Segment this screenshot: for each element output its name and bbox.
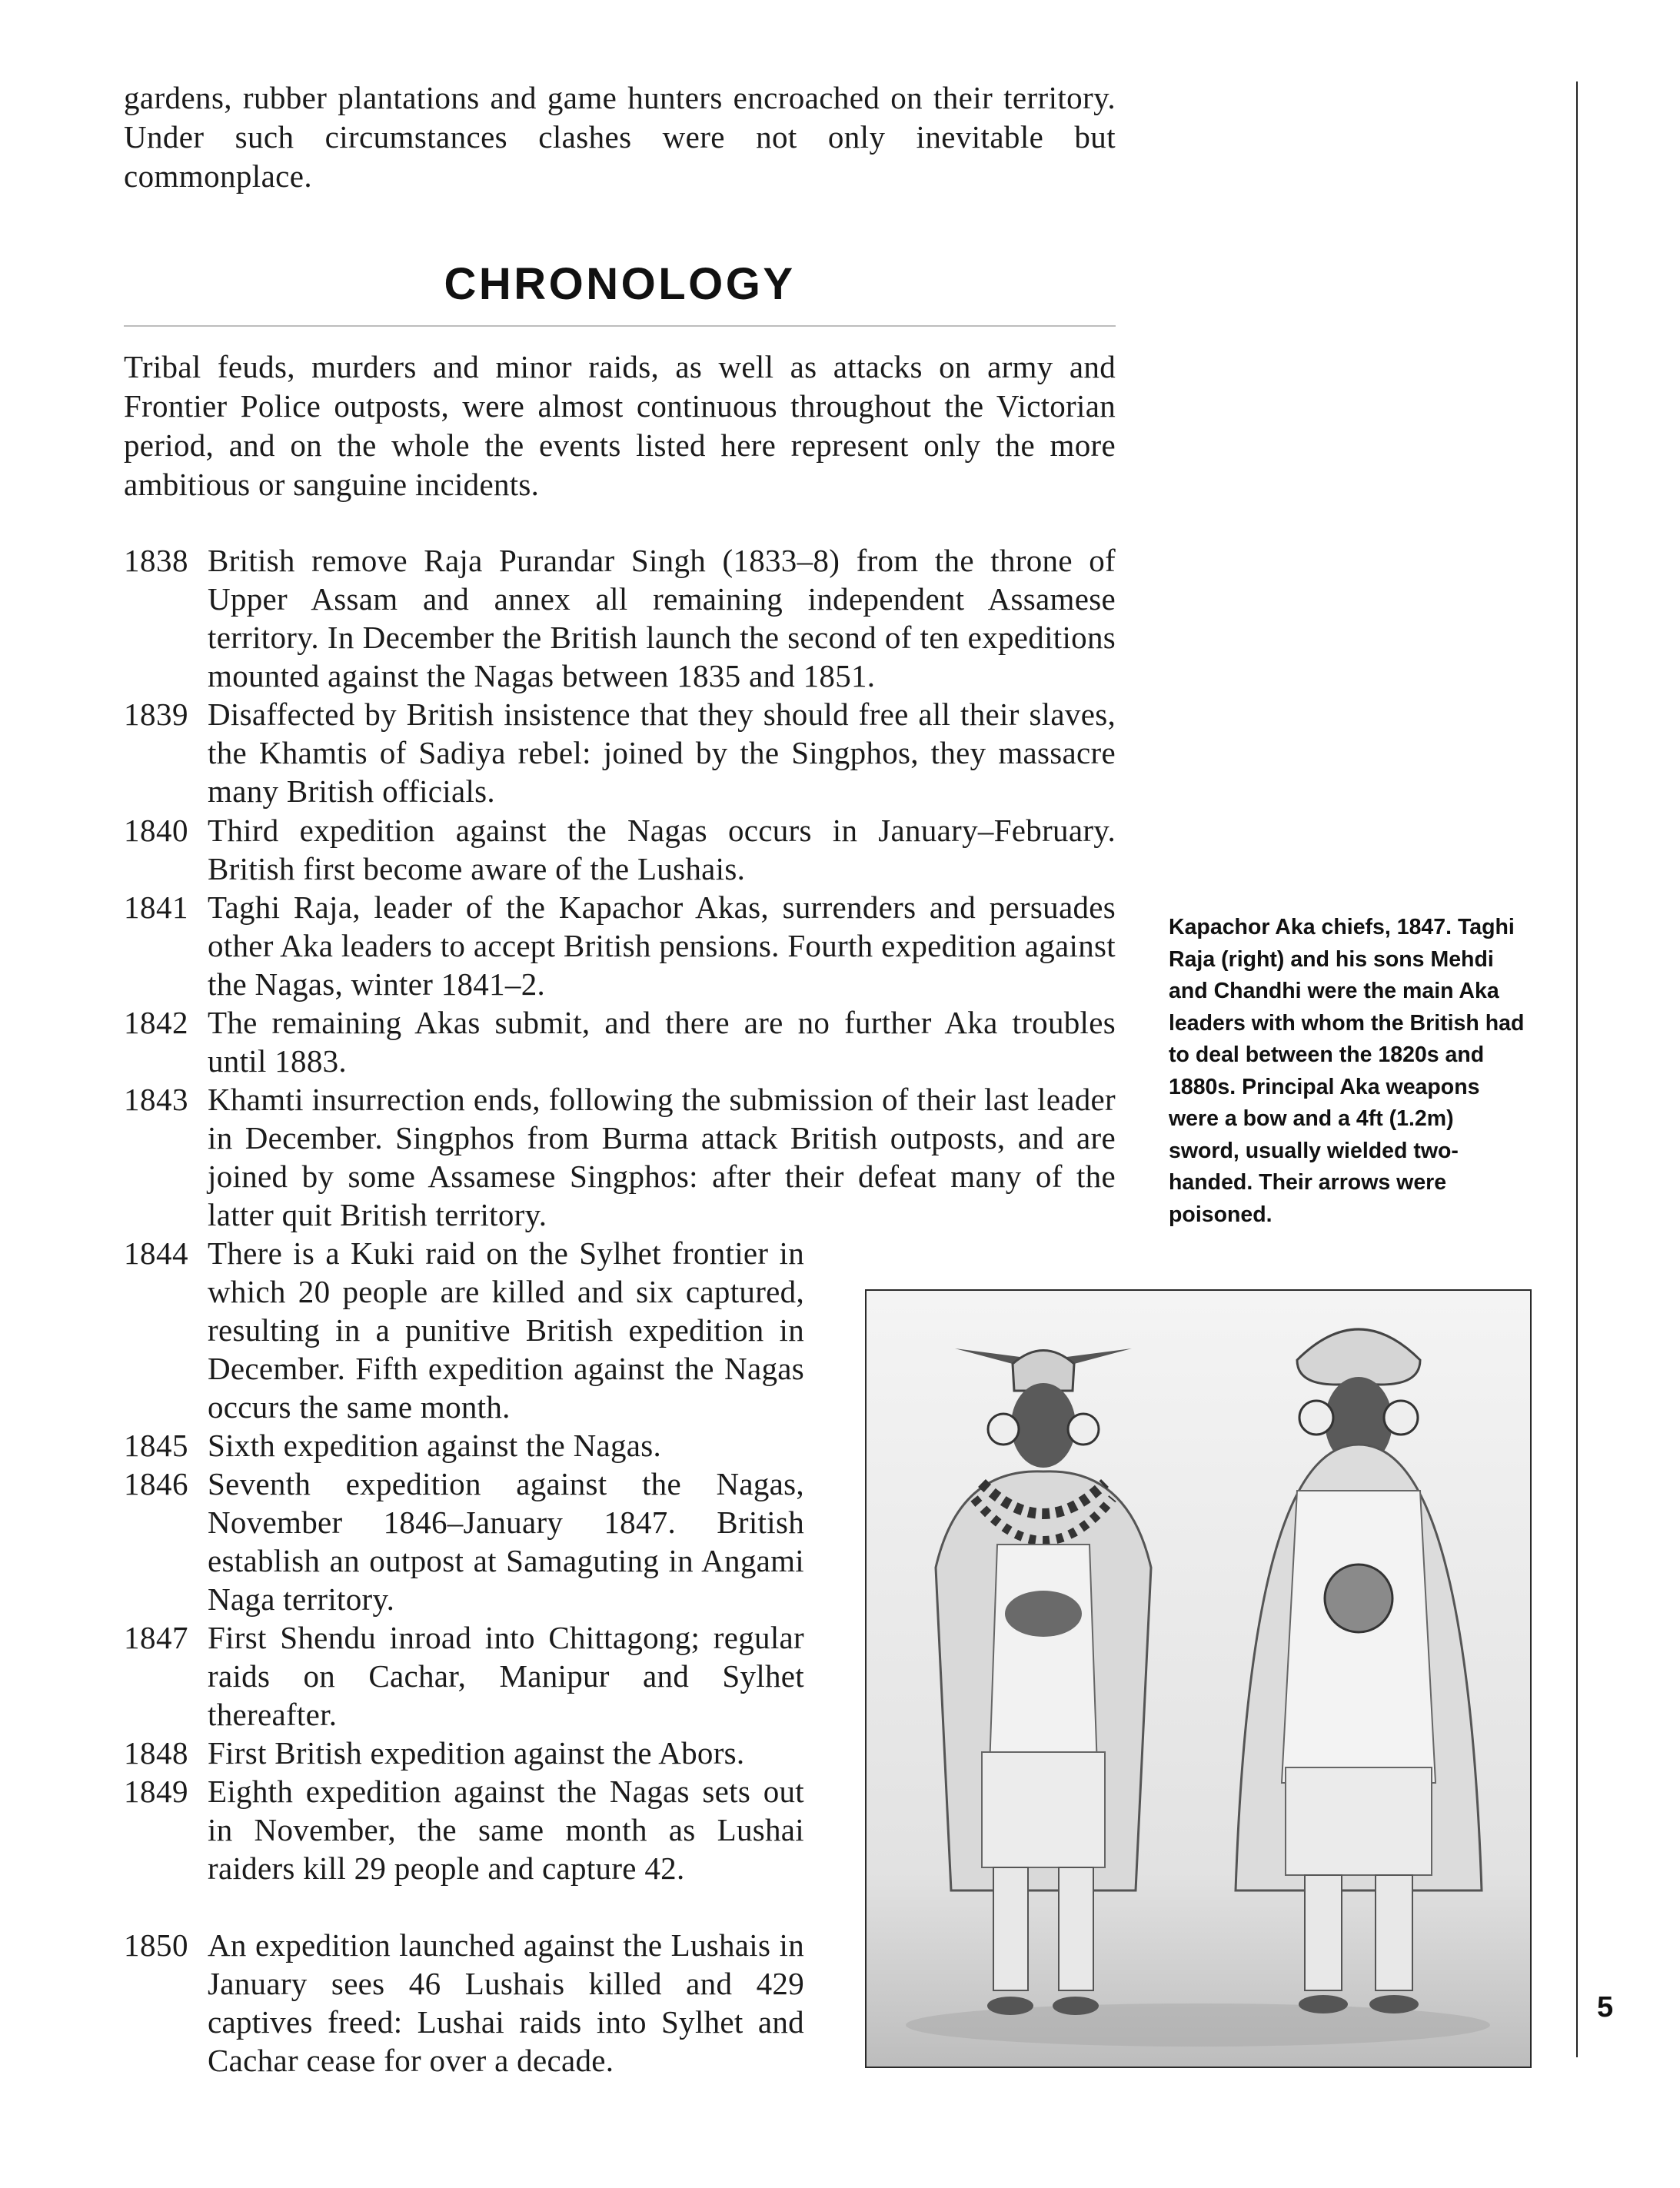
- chronology-entry: [124, 1426, 804, 1465]
- entry-text: British remove Raja Purandar Singh (1833–8) from the throne of Upper Assam and annex all remaining independent Assamese territory. In December the British launch the second of ten expeditions mounted against the Nagas between 1835 and 1851.: [208, 543, 1116, 693]
- entry-text: First Shendu inroad into Chittagong; regular raids on Cachar, Manipur and Sylhet thereafter.: [208, 1620, 804, 1732]
- chronology-entry: [124, 1465, 804, 1618]
- chronology-entry: [124, 1234, 804, 1426]
- entry-year: 1842: [124, 1005, 188, 1040]
- entry-year: 1841: [124, 889, 188, 925]
- chronology-entry: [124, 811, 1116, 888]
- entry-text: Disaffected by British insistence that they should free all their slaves, the Khamtis of Sadiya rebel: joined by the Singphos, they massacre many British officials.: [208, 697, 1116, 809]
- figure-caption: Kapachor Aka chiefs, 1847. Taghi Raja (right) and his sons Mehdi and Chandhi were the main Aka leaders with whom the British had to deal between the 1820s and 1880s. Principal Aka weapons were a bow and a 4ft (1.2m) sword, usually wielded two-handed. Their arrows were poisoned.: [1169, 915, 1525, 1227]
- intro-paragraph: gardens, rubber plantations and game hunters encroached on their territory. Under such circumstances clashes were not only inevitable but commonplace.: [124, 80, 1116, 194]
- illustration-aka-chiefs: [865, 1289, 1532, 2068]
- entry-text: There is a Kuki raid on the Sylhet frontier in which 20 people are killed and six captured, resulting in a punitive British expedition in December. Fifth expedition against the Nagas occurs the same month.: [208, 1235, 804, 1425]
- chronology-entry: [124, 695, 1116, 810]
- chronology-entry: [124, 1926, 804, 2080]
- entry-year: 1843: [124, 1082, 188, 1117]
- heading-divider: [124, 325, 1116, 327]
- chronology-entry: [124, 888, 1116, 1003]
- chronology-entry: [124, 541, 1116, 695]
- entry-year: 1847: [124, 1620, 188, 1655]
- entry-year: 1838: [124, 543, 188, 578]
- chronology-entry: [124, 1618, 804, 1734]
- page-number: 5: [1597, 1991, 1614, 2023]
- entry-text: First British expedition against the Abors.: [208, 1735, 745, 1771]
- entry-year: 1850: [124, 1927, 188, 1963]
- section-heading: CHRONOLOGY: [444, 259, 796, 309]
- entry-year: 1839: [124, 697, 188, 732]
- entry-year: 1840: [124, 813, 188, 848]
- entry-text: Sixth expedition against the Nagas.: [208, 1428, 662, 1463]
- chronology-entry: [124, 1080, 1116, 1234]
- chronology-entry: [124, 1734, 804, 1772]
- entry-text: The remaining Akas submit, and there are no further Aka troubles until 1883.: [208, 1005, 1116, 1079]
- entry-text: Third expedition against the Nagas occurs in January–February. British first become aware of the Lushais.: [208, 813, 1116, 886]
- entry-year: 1845: [124, 1428, 188, 1463]
- entry-year: 1844: [124, 1235, 188, 1271]
- entry-year: 1846: [124, 1466, 188, 1501]
- sidebar-divider: [1576, 81, 1578, 2057]
- entry-text: Eighth expedition against the Nagas sets out in November, the same month as Lushai raiders kill 29 people and capture 42.: [208, 1774, 804, 1886]
- chronology-entry: [124, 1003, 1116, 1080]
- entry-text: An expedition launched against the Lushais in January sees 46 Lushais killed and 429 captives freed: Lushai raids into Sylhet and Cachar cease for over a decade.: [208, 1927, 804, 2078]
- chronology-intro-paragraph: Tribal feuds, murders and minor raids, as well as attacks on army and Frontier Police outposts, were almost continuous throughout the Victorian period, and on the whole the events listed here represent only the more ambitious or sanguine incidents.: [124, 349, 1116, 502]
- entry-text: Khamti insurrection ends, following the submission of their last leader in December. Singphos from Burma attack British outposts, and are joined by some Assamese Singphos: after their defeat many of the latter quit British territory.: [208, 1082, 1116, 1232]
- entry-year: 1848: [124, 1735, 188, 1771]
- entry-year: 1849: [124, 1774, 188, 1809]
- entry-text: Seventh expedition against the Nagas, November 1846–January 1847. British establish an outpost at Samaguting in Angami Naga territory.: [208, 1466, 804, 1617]
- chronology-entry: [124, 1772, 804, 1887]
- entry-text: Taghi Raja, leader of the Kapachor Akas, surrenders and persuades other Aka leaders to accept British pensions. Fourth expedition against the Nagas, winter 1841–2.: [208, 889, 1116, 1002]
